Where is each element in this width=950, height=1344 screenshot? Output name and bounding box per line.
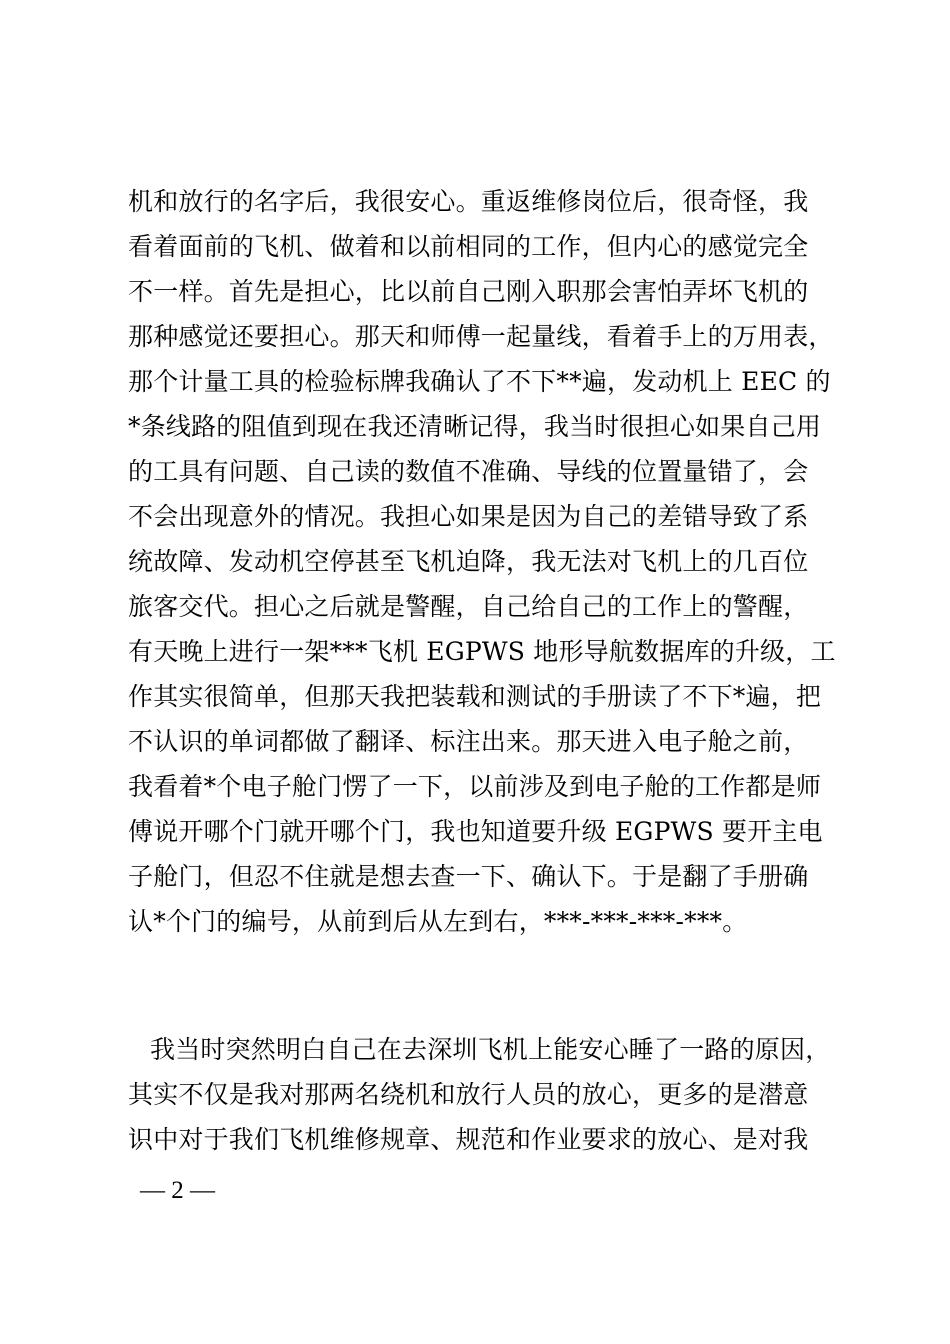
text-line: 那种感觉还要担心。那天和师傅一起量线，看着手上的万用表， (128, 322, 834, 351)
text-line: 我看着*个电子舱门愣了一下，以前涉及到电子舱的工作都是师 (128, 772, 822, 801)
text-line: 的工具有问题、自己读的数值不准确、导线的位置量错了，会 (128, 457, 809, 486)
text-line: 子舱门，但忍不住就是想去查一下、确认下。于是翻了手册确 (128, 862, 809, 891)
text-line: 不一样。首先是担心，比以前自己刚入职那会害怕弄坏飞机的 (128, 277, 809, 306)
text-line: 傅说开哪个门就开哪个门，我也知道要升级 EGPWS 要开主电 (128, 817, 823, 846)
text-line: 识中对于我们飞机维修规章、规范和作业要求的放心、是对我 (128, 1125, 809, 1154)
body-paragraph-1 (128, 179, 840, 944)
text-line: 不会出现意外的情况。我担心如果是因为自己的差错导致了系 (128, 502, 809, 531)
text-line: 不认识的单词都做了翻译、标注出来。那天进入电子舱之前， (128, 727, 809, 756)
page-number: — 2 — (140, 1177, 215, 1204)
body-paragraph-2 (128, 1027, 840, 1162)
text-line: *条线路的阻值到现在我还清晰记得，我当时很担心如果自己用 (128, 412, 822, 441)
text-line: 统故障、发动机空停甚至飞机迫降，我无法对飞机上的几百位 (128, 547, 809, 576)
text-line: 看着面前的飞机、做着和以前相同的工作，但内心的感觉完全 (128, 232, 809, 261)
text-line: 认*个门的编号，从前到后从左到右，***-***-***-***。 (128, 907, 748, 936)
text-line: 旅客交代。担心之后就是警醒，自己给自己的工作上的警醒， (128, 592, 809, 621)
text-line: 作其实很简单，但那天我把装载和测试的手册读了不下*遍，把 (128, 682, 822, 711)
text-line: 有天晚上进行一架***飞机 EGPWS 地形导航数据库的升级，工 (128, 637, 836, 666)
text-line: 我当时突然明白自己在去深圳飞机上能安心睡了一路的原因， (150, 1035, 831, 1064)
text-line: 其实不仅是我对那两名绕机和放行人员的放心，更多的是潜意 (128, 1080, 809, 1109)
text-line: 那个计量工具的检验标牌我确认了不下**遍，发动机上 EEC 的 (128, 367, 831, 396)
text-line: 机和放行的名字后，我很安心。重返维修岗位后，很奇怪，我 (128, 187, 809, 216)
